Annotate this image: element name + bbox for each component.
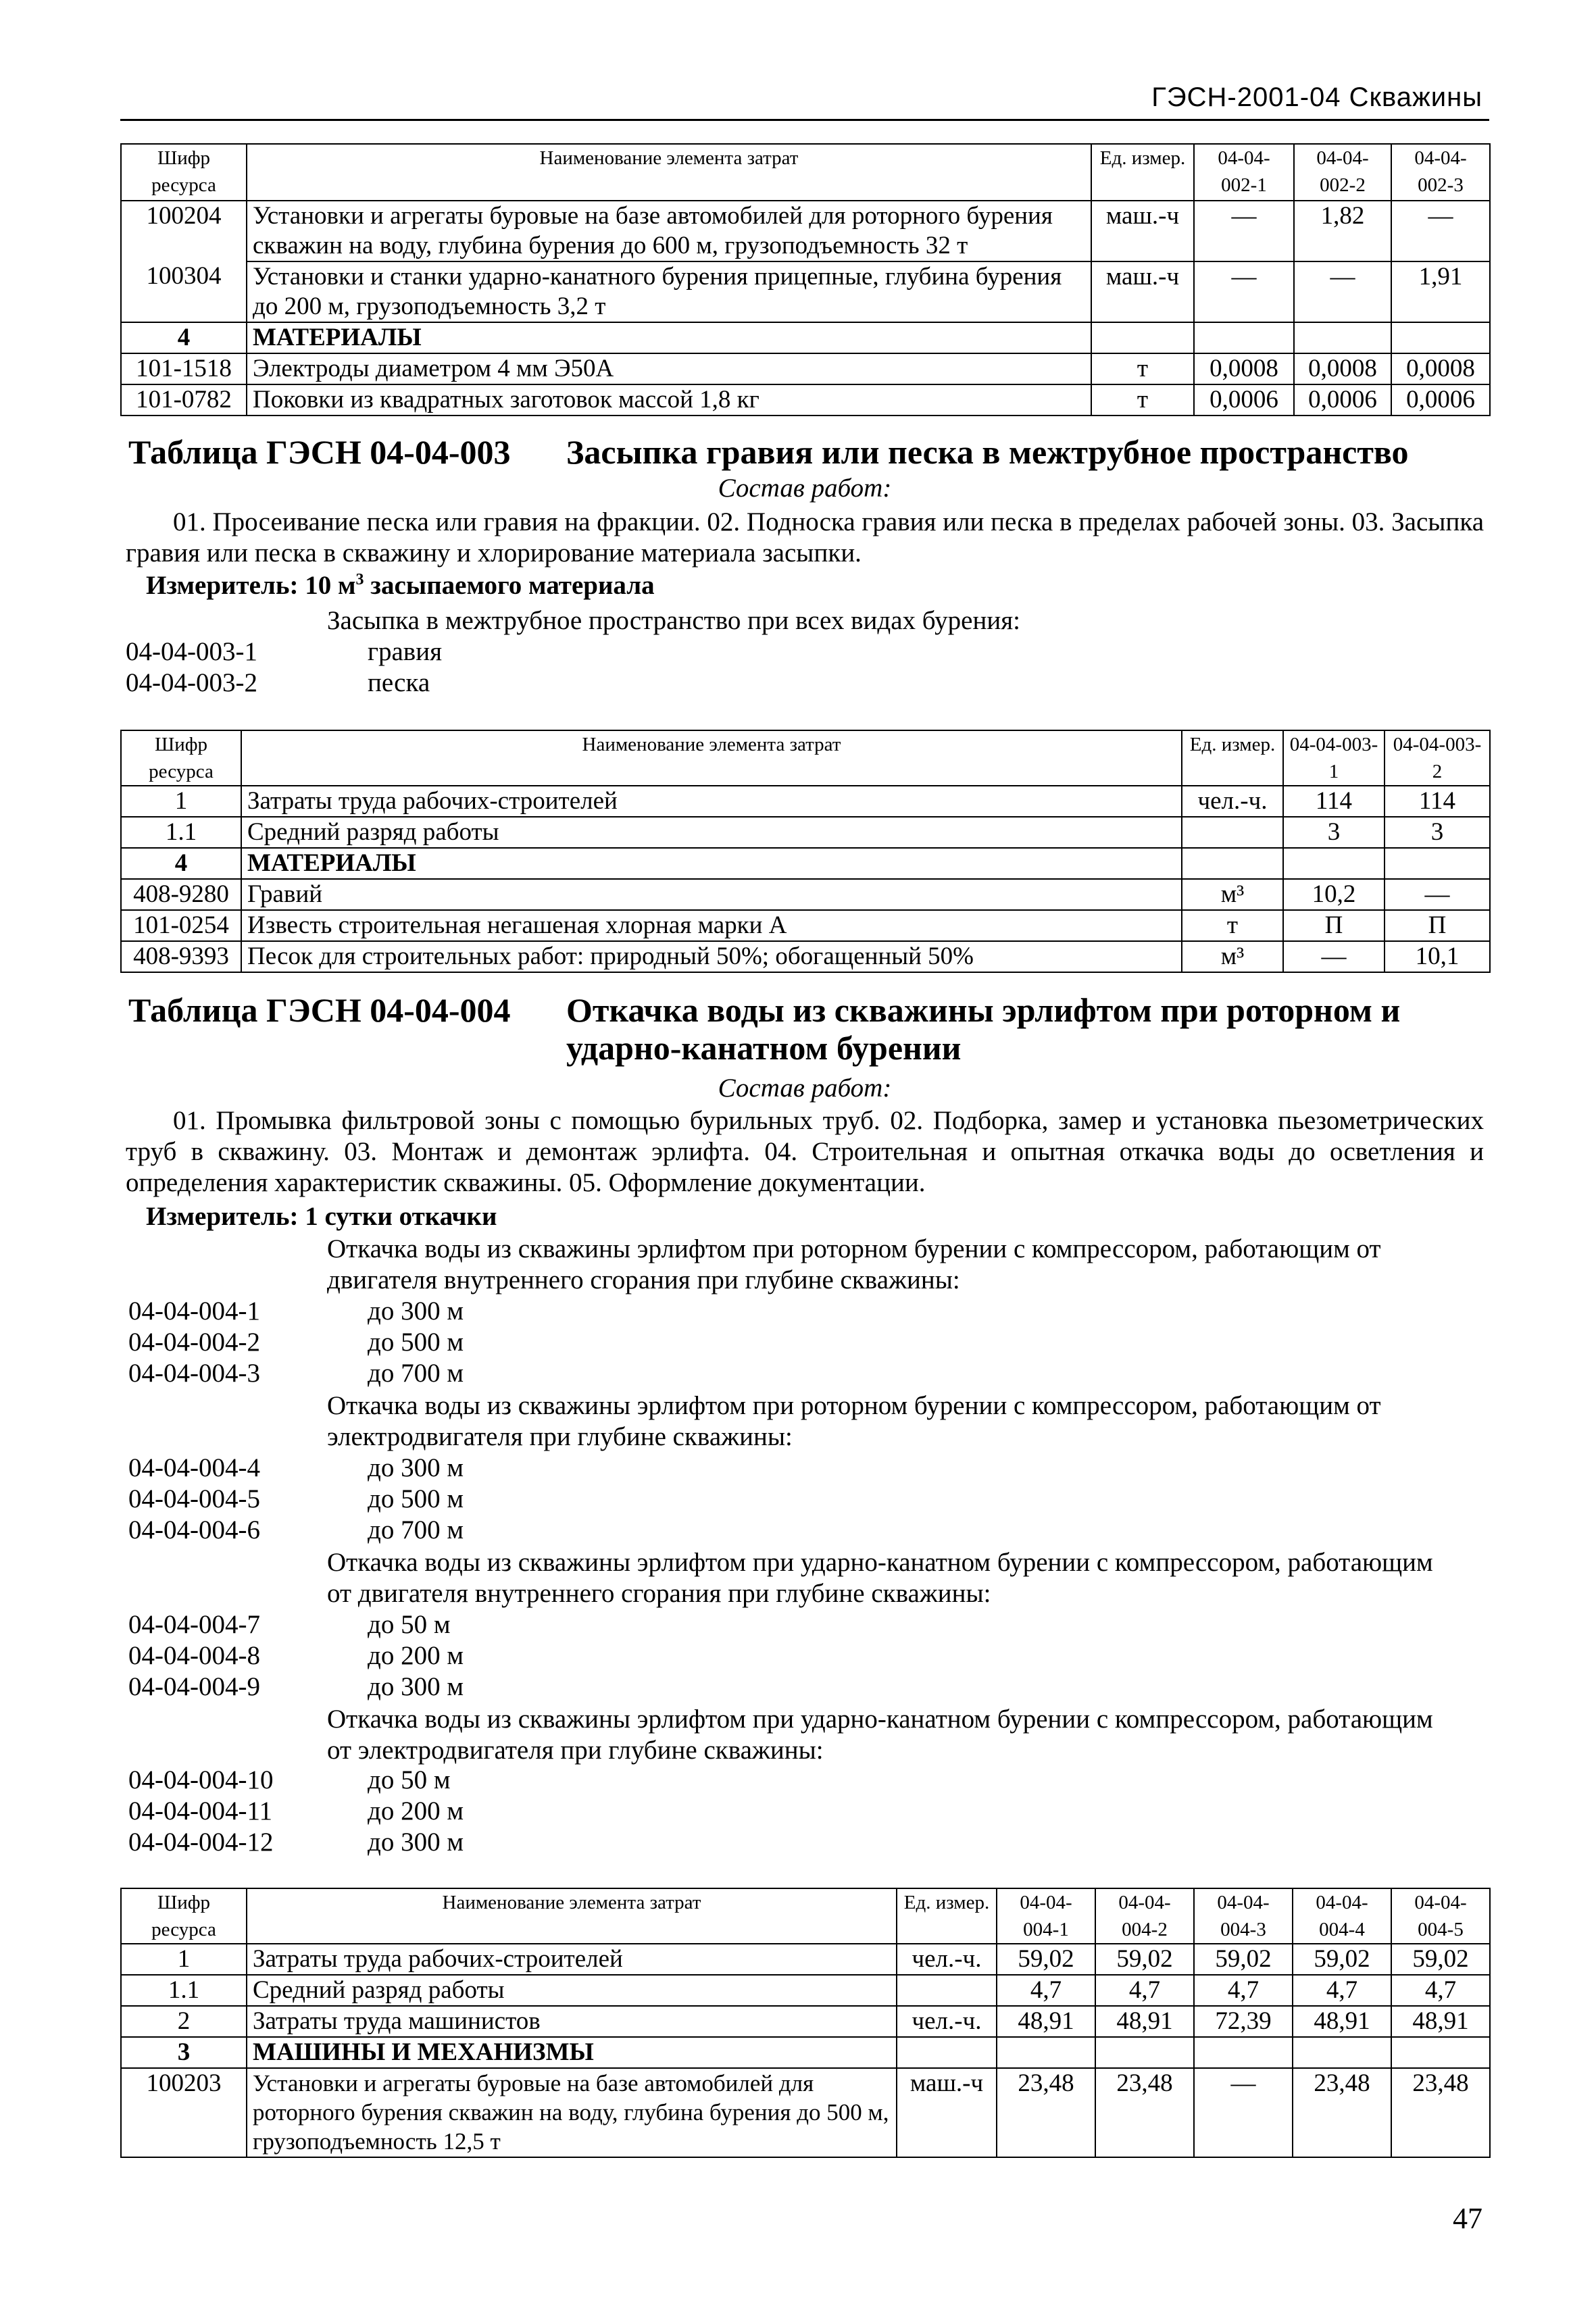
cell-value: 59,02	[997, 1944, 1095, 1975]
cell-value: 72,39	[1194, 2006, 1293, 2037]
cell-name: МАТЕРИАЛЫ	[247, 322, 1091, 353]
cell-value: 10,2	[1283, 879, 1385, 910]
item-code: 04-04-004-1	[128, 1297, 260, 1326]
cell-unit	[1182, 848, 1283, 879]
cell-value	[1194, 322, 1294, 353]
cell-name: Затраты труда машинистов	[247, 2006, 897, 2037]
cell-value: 0,0008	[1194, 353, 1294, 384]
item-text: гравия	[368, 637, 443, 666]
table-header-row	[121, 144, 1490, 201]
cell-value: 0,0008	[1391, 353, 1490, 384]
group-intro: Откачка воды из скважины эрлифтом при ударно-канатном бурении с компрессором, работающим от электродвигателя при глубине скважины:	[327, 1705, 1433, 1765]
cell-code: 1	[121, 786, 241, 817]
col-header-name: Наименование элемента затрат	[247, 144, 1091, 201]
cell-unit: т	[1091, 353, 1194, 384]
col-header-c4: 04-04-004-4	[1293, 1888, 1391, 1944]
cell-code: 101-1518	[121, 353, 247, 384]
cell-name: Поковки из квадратных заготовок массой 1,8 кг	[247, 384, 1091, 416]
table-04-04-003	[120, 730, 1491, 973]
item-code: 04-04-004-4	[128, 1453, 260, 1482]
col-header-c2: 04-04-004-2	[1095, 1888, 1194, 1944]
table-title-name-line2: ударно-канатном бурении	[566, 1029, 962, 1067]
item-text: до 300 м	[368, 1297, 464, 1326]
measure-label: Измеритель: 10 м	[146, 571, 356, 600]
composition-label: Состав работ:	[718, 474, 892, 503]
cell-value	[1095, 2037, 1194, 2068]
group-intro: Откачка воды из скважины эрлифтом при роторном бурении с компрессором, работающим от двигателя внутреннего сгорания при глубине скважины:	[327, 1234, 1381, 1294]
col-header-name: Наименование элемента затрат	[241, 730, 1182, 786]
cell-unit: м³	[1182, 879, 1283, 910]
item-code: 04-04-004-10	[128, 1765, 274, 1794]
cell-value: 59,02	[1293, 1944, 1391, 1975]
item-text: до 200 м	[368, 1796, 464, 1826]
cell-value: 48,91	[1391, 2006, 1490, 2037]
measure-rest: засыпаемого материала	[364, 571, 655, 600]
cell-unit: чел.-ч.	[897, 1944, 997, 1975]
cell-name: Установки и агрегаты буровые на базе автомобилей для роторного бурения скважин на воду, глубина бурения до 600 м, грузоподъемность 32 т	[247, 201, 1091, 261]
table-row	[121, 353, 1490, 384]
cell-value: 0,0006	[1194, 384, 1294, 416]
cell-unit: м³	[1182, 941, 1283, 972]
cell-value: —	[1391, 201, 1490, 261]
cell-value: 0,0006	[1391, 384, 1490, 416]
cell-value: 1,82	[1294, 201, 1391, 261]
item-text: до 50 м	[368, 1765, 451, 1794]
cell-value: П	[1283, 910, 1385, 941]
cell-unit	[1091, 322, 1194, 353]
cell-value: 3	[1283, 817, 1385, 848]
cell-value: 59,02	[1095, 1944, 1194, 1975]
table-row	[121, 1975, 1490, 2006]
table-04-04-004	[120, 1888, 1491, 2158]
table-row	[121, 910, 1490, 941]
cell-value: 114	[1385, 786, 1490, 817]
cell-value: 114	[1283, 786, 1385, 817]
col-header-c3: 04-04-004-3	[1194, 1888, 1293, 1944]
col-header-unit: Ед. измер.	[897, 1888, 997, 1944]
table-row	[121, 261, 1490, 322]
col-header-code: Шифр ресурса	[121, 144, 247, 201]
measure-unit	[146, 570, 655, 601]
col-header-unit: Ед. измер.	[1091, 144, 1194, 201]
table-row	[121, 322, 1490, 353]
col-header-c2: 04-04-002-2	[1294, 144, 1391, 201]
col-header-c5: 04-04-004-5	[1391, 1888, 1490, 1944]
col-header-name: Наименование элемента затрат	[247, 1888, 897, 1944]
cell-name: Затраты труда рабочих-строителей	[241, 786, 1182, 817]
col-header-code: Шифр ресурса	[121, 730, 241, 786]
item-text: до 700 м	[368, 1515, 464, 1544]
cell-unit	[897, 2037, 997, 2068]
item-text: до 300 м	[368, 1453, 464, 1482]
cell-value: 23,48	[1095, 2068, 1194, 2157]
cell-value	[1385, 848, 1490, 879]
cell-value: 48,91	[1095, 2006, 1194, 2037]
cell-value: 48,91	[997, 2006, 1095, 2037]
cell-value	[1391, 2037, 1490, 2068]
col-header-c1: 04-04-002-1	[1194, 144, 1294, 201]
cell-value: 0,0008	[1294, 353, 1391, 384]
composition-text: 01. Просеивание песка или гравия на фракции. 02. Подноска гравия или песка в пределах рабочей зоны. 03. Засыпка гравия или песка в скважину и хлорирование материала засыпки.	[126, 507, 1484, 568]
cell-unit	[1182, 817, 1283, 848]
table-row	[121, 2006, 1490, 2037]
cell-value: —	[1194, 2068, 1293, 2157]
composition-label: Состав работ:	[718, 1074, 892, 1103]
composition-text: 01. Промывка фильтровой зоны с помощью бурильных труб. 02. Подборка, замер и установка пьезометрических труб в скважину. 03. Монтаж и демонтаж эрлифта. 04. Строительная и опытная откачка воды до осветления и определения характеристик скважины. 05. Оформление документации.	[126, 1106, 1484, 1197]
item-code: 04-04-004-7	[128, 1610, 260, 1639]
cell-value: 3	[1385, 817, 1490, 848]
cell-code: 100204	[121, 201, 247, 261]
item-text: до 500 м	[368, 1484, 464, 1513]
cell-value: 4,7	[1293, 1975, 1391, 2006]
cell-value	[997, 2037, 1095, 2068]
cell-unit: т	[1182, 910, 1283, 941]
cell-value: 23,48	[997, 2068, 1095, 2157]
item-code: 04-04-004-6	[128, 1515, 260, 1544]
item-code: 04-04-003-1	[126, 637, 257, 666]
cell-name: Установки и станки ударно-канатного бурения прицепные, глубина бурения до 200 м, грузоподъемность 3,2 т	[247, 261, 1091, 322]
cell-name: Песок для строительных работ: природный 50%; обогащенный 50%	[241, 941, 1182, 972]
table-row	[121, 941, 1490, 972]
item-code: 04-04-004-11	[128, 1796, 273, 1826]
cell-name: Известь строительная негашеная хлорная марки А	[241, 910, 1182, 941]
cell-value: 4,7	[997, 1975, 1095, 2006]
table-title-name: Засыпка гравия или песка в межтрубное пространство	[566, 433, 1409, 471]
cell-name: МАШИНЫ И МЕХАНИЗМЫ	[247, 2037, 897, 2068]
table-row	[121, 848, 1490, 879]
item-text: до 200 м	[368, 1641, 464, 1670]
cell-code: 408-9393	[121, 941, 241, 972]
cell-name: Затраты труда рабочих-строителей	[247, 1944, 897, 1975]
item-code: 04-04-004-12	[128, 1828, 274, 1857]
cell-unit: т	[1091, 384, 1194, 416]
table-title-code: Таблица ГЭСН 04-04-004	[128, 991, 511, 1029]
cell-value: 4,7	[1095, 1975, 1194, 2006]
cell-code: 1.1	[121, 817, 241, 848]
table-title-name-line1: Откачка воды из скважины эрлифтом при роторном и	[566, 991, 1401, 1029]
cell-value: —	[1385, 879, 1490, 910]
cell-name: Установки и агрегаты буровые на базе автомобилей для роторного бурения скважин на воду, глубина бурения до 500 м, грузоподъемность 12,5 т	[247, 2068, 897, 2157]
item-code: 04-04-004-3	[128, 1359, 260, 1388]
group-intro: Откачка воды из скважины эрлифтом при роторном бурении с компрессором, работающим от электродвигателя при глубине скважины:	[327, 1391, 1381, 1451]
cell-value: 59,02	[1194, 1944, 1293, 1975]
cell-unit: маш.-ч	[897, 2068, 997, 2157]
cell-value: 4,7	[1194, 1975, 1293, 2006]
table-header-row	[121, 1888, 1490, 1944]
item-text: до 300 м	[368, 1828, 464, 1857]
cell-value: —	[1294, 261, 1391, 322]
table-title-code: Таблица ГЭСН 04-04-003	[128, 433, 511, 471]
col-header-c2: 04-04-003-2	[1385, 730, 1490, 786]
col-header-c1: 04-04-004-1	[997, 1888, 1095, 1944]
cell-value: 10,1	[1385, 941, 1490, 972]
cell-name: Электроды диаметром 4 мм Э50А	[247, 353, 1091, 384]
cell-code: 1.1	[121, 1975, 247, 2006]
cell-code: 100304	[121, 261, 247, 322]
col-header-c1: 04-04-003-1	[1283, 730, 1385, 786]
cell-code: 4	[121, 848, 241, 879]
cell-value	[1283, 848, 1385, 879]
cell-code: 2	[121, 2006, 247, 2037]
cell-value: —	[1194, 261, 1294, 322]
table-row	[121, 786, 1490, 817]
item-text: до 300 м	[368, 1672, 464, 1701]
cell-code: 1	[121, 1944, 247, 1975]
item-text: до 700 м	[368, 1359, 464, 1388]
cell-value: 1,91	[1391, 261, 1490, 322]
cell-unit	[897, 1975, 997, 2006]
cell-name: Гравий	[241, 879, 1182, 910]
item-code: 04-04-004-2	[128, 1328, 260, 1357]
header-rule	[120, 119, 1489, 121]
cell-code: 408-9280	[121, 879, 241, 910]
cell-code: 3	[121, 2037, 247, 2068]
cell-value: 23,48	[1293, 2068, 1391, 2157]
table-04-04-002-continued	[120, 143, 1491, 416]
cell-value	[1391, 322, 1490, 353]
cell-value: 48,91	[1293, 2006, 1391, 2037]
cell-value: П	[1385, 910, 1490, 941]
cell-code: 100203	[121, 2068, 247, 2157]
cell-value: 0,0006	[1294, 384, 1391, 416]
cell-value: 23,48	[1391, 2068, 1490, 2157]
table-row	[121, 384, 1490, 416]
col-header-unit: Ед. измер.	[1182, 730, 1283, 786]
cell-unit: чел.-ч.	[897, 2006, 997, 2037]
cell-code: 101-0254	[121, 910, 241, 941]
item-code: 04-04-004-8	[128, 1641, 260, 1670]
measure-unit: Измеритель: 1 сутки откачки	[146, 1202, 497, 1231]
table-row	[121, 1944, 1490, 1975]
cell-name: Средний разряд работы	[241, 817, 1182, 848]
table-row	[121, 879, 1490, 910]
measure-sup: 3	[355, 571, 364, 588]
cell-name: МАТЕРИАЛЫ	[241, 848, 1182, 879]
table-row	[121, 817, 1490, 848]
cell-unit: маш.-ч	[1091, 261, 1194, 322]
item-code: 04-04-004-5	[128, 1484, 260, 1513]
item-text: до 500 м	[368, 1328, 464, 1357]
cell-value	[1293, 2037, 1391, 2068]
running-header: ГЭСН-2001-04 Скважины	[1151, 82, 1482, 112]
cell-value	[1294, 322, 1391, 353]
table-header-row	[121, 730, 1490, 786]
cell-value: —	[1194, 201, 1294, 261]
col-header-code: Шифр ресурса	[121, 1888, 247, 1944]
table-row	[121, 201, 1490, 261]
item-code: 04-04-004-9	[128, 1672, 260, 1701]
item-text: до 50 м	[368, 1610, 451, 1639]
item-code: 04-04-003-2	[126, 668, 257, 697]
cell-value: 59,02	[1391, 1944, 1490, 1975]
cell-unit: чел.-ч.	[1182, 786, 1283, 817]
item-text: песка	[368, 668, 430, 697]
cell-unit: маш.-ч	[1091, 201, 1194, 261]
group-intro: Откачка воды из скважины эрлифтом при ударно-канатном бурении с компрессором, работающим от двигателя внутреннего сгорания при глубине скважины:	[327, 1548, 1433, 1608]
cell-code: 4	[121, 322, 247, 353]
cell-code: 101-0782	[121, 384, 247, 416]
page-number: 47	[1453, 2202, 1482, 2235]
cell-value	[1194, 2037, 1293, 2068]
col-header-c3: 04-04-002-3	[1391, 144, 1490, 201]
work-intro: Засыпка в межтрубное пространство при всех видах бурения:	[327, 606, 1020, 635]
cell-value: —	[1283, 941, 1385, 972]
cell-value: 4,7	[1391, 1975, 1490, 2006]
cell-name: Средний разряд работы	[247, 1975, 897, 2006]
table-row	[121, 2068, 1490, 2157]
table-row	[121, 2037, 1490, 2068]
